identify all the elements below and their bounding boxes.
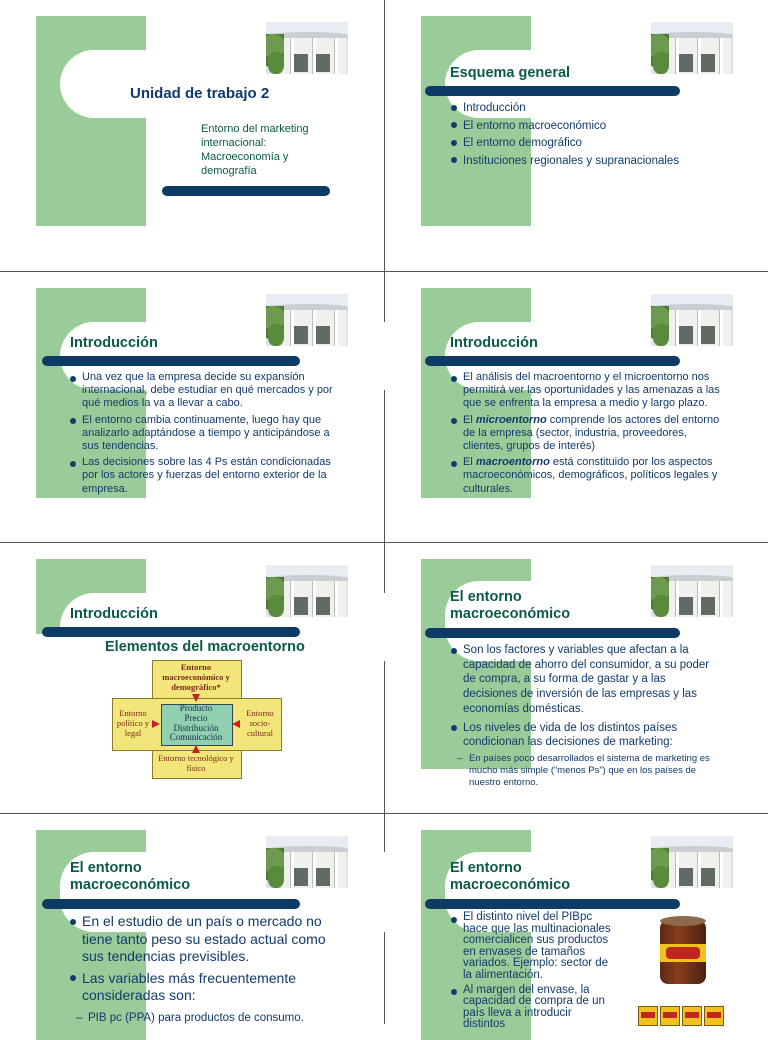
- slide-7: [0, 814, 383, 1024]
- list-item: Las decisiones sobre las 4 Ps están condicionadas por los actores y fuerzas del entorno exterior de la empresa.: [70, 456, 340, 496]
- bullet-list: [70, 371, 340, 496]
- slide-title: El entorno macroeconómico: [450, 860, 571, 893]
- slide-title: Introducción: [70, 335, 158, 351]
- bullet-list: [451, 912, 617, 1031]
- building-photo: [651, 836, 733, 888]
- accent-bar: [425, 628, 680, 638]
- text: comprende los actores del entorno de la empresa (sector, industria, proveedores, clientes, grupos de interés): [463, 413, 720, 453]
- slide-title: Unidad de trabajo 2: [130, 85, 270, 102]
- diagram-bottom-label: Entorno tecnológico y físico: [158, 753, 234, 773]
- bullet-list: [451, 371, 721, 496]
- mix-item: Distribución: [173, 722, 219, 733]
- cocoa-sachet-image: [638, 1006, 658, 1026]
- emphasis: microentorno: [475, 413, 547, 426]
- text: El: [463, 456, 476, 469]
- marketing-mix-list: [161, 704, 231, 743]
- mix-item: Precio: [184, 712, 208, 723]
- building-photo: [651, 294, 733, 346]
- slide-number: 6: [425, 779, 432, 791]
- building-photo: [266, 22, 348, 74]
- list-item: El análisis del macroentorno y el microentorno nos permitirá ver las oportunidades y las amenazas a las que se enfrenta la empresa a medio y largo plazo.: [451, 371, 721, 411]
- bullet-list: [451, 643, 721, 789]
- accent-bar: [42, 899, 300, 909]
- slide-title: Introducción: [450, 335, 538, 351]
- accent-bar: [162, 186, 330, 196]
- list-item: El distinto nivel del PIBpc hace que las multinacionales comercialicen sus productos en envases de tamaños variados. Ejemplo: sector de la alimentación.: [451, 912, 617, 982]
- slide-subtitle: Entorno del marketing internacional: Macroeconomía y demografía: [201, 123, 309, 177]
- arrow-down-icon: [192, 694, 200, 702]
- list-item: El entorno demográfico: [451, 135, 751, 153]
- list-item: [451, 456, 721, 496]
- list-item: [451, 414, 721, 454]
- accent-bar: [42, 356, 300, 366]
- slide-4: [385, 272, 768, 542]
- building-photo: [266, 294, 348, 346]
- slide-title: Introducción: [70, 606, 158, 622]
- cocoa-sachet-image: [682, 1006, 702, 1026]
- slide-number: 3: [40, 508, 47, 520]
- cocoa-can-image: [660, 920, 706, 984]
- bullet-list: [451, 100, 751, 170]
- slide-number: 4: [425, 508, 432, 520]
- slide-5: [0, 543, 383, 813]
- list-item: Una vez que la empresa decide su expansión internacional, debe estudiar en qué mercados y por qué medios la va a llevar a cabo.: [70, 371, 340, 411]
- building-photo: [651, 565, 733, 617]
- cocoa-sachet-image: [704, 1006, 724, 1026]
- diagram-right-label: Entorno socio-cultural: [246, 708, 274, 738]
- slide-2: [385, 0, 768, 270]
- list-item: Las variables más frecuentemente consideradas son:: [70, 970, 340, 1005]
- slide-number: 5: [40, 779, 47, 791]
- building-photo: [266, 565, 348, 617]
- emphasis: macroentorno: [475, 456, 550, 469]
- slide-number: 1: [40, 236, 47, 248]
- list-item: El entorno cambia continuamente, luego hay que analizarlo adaptándose a tiempo y anticipándose a sus tendencias.: [70, 414, 340, 454]
- arrow-left-icon: [232, 720, 240, 728]
- slide-6: [385, 543, 768, 813]
- building-photo: [266, 836, 348, 888]
- list-item: Los niveles de vida de los distintos países condicionan las decisiones de marketing:: [451, 721, 721, 750]
- slide-1: [0, 0, 383, 270]
- slide-title: El entorno macroeconómico: [450, 589, 571, 622]
- list-item: Al margen del envase, la capacidad de compra de un país lleva a introducir distintos: [451, 985, 617, 1031]
- slide-title: El entorno macroeconómico: [70, 860, 191, 893]
- accent-bar: [425, 356, 680, 366]
- diagram-left-label: Entorno político y legal: [116, 708, 150, 738]
- accent-bar: [425, 899, 680, 909]
- slide-8: [385, 814, 768, 1031]
- list-item: Son los factores y variables que afectan a la capacidad de ahorro del consumidor, a su poder de compra, a su forma de gastar y a las decisiones de inversión de las empresas y las economías domésticas.: [451, 643, 721, 717]
- mix-item: Comunicación: [169, 732, 223, 743]
- sub-list-item: – PIB pc (PPA) para productos de consumo.: [74, 1011, 340, 1025]
- mix-item: Producto: [179, 703, 213, 713]
- accent-bar: [425, 86, 680, 96]
- diagram-heading: Elementos del macroentorno: [105, 639, 305, 655]
- sub-list-item: – En países poco desarrollados el sistema de marketing es mucho más simple (“menos Ps”) que en los países de nuestro entorno.: [455, 753, 721, 789]
- accent-bar: [42, 627, 300, 637]
- arrow-up-icon: [192, 745, 200, 753]
- slide-3: [0, 272, 383, 542]
- list-item: El entorno macroeconómico: [451, 118, 751, 136]
- cocoa-sachet-image: [660, 1006, 680, 1026]
- list-item: Introducción: [451, 100, 751, 118]
- arrow-right-icon: [152, 720, 160, 728]
- slide-number: 2: [425, 236, 432, 248]
- list-item: En el estudio de un país o mercado no tiene tanto peso su estado actual como sus tendencias previsibles.: [70, 913, 340, 966]
- diagram-top-label: Entorno macroeconómico y demográfico*: [162, 662, 230, 692]
- list-item: Instituciones regionales y supranacionales: [451, 153, 751, 171]
- text: está constituido por los aspectos macroeconómicos, demográficos, políticos legales y culturales.: [463, 456, 718, 495]
- title-cap: [60, 50, 300, 118]
- green-panel: [36, 16, 146, 226]
- slide-title: Esquema general: [450, 65, 571, 81]
- building-photo: [651, 22, 733, 74]
- text: El: [463, 413, 476, 426]
- bullet-list: [70, 913, 340, 1025]
